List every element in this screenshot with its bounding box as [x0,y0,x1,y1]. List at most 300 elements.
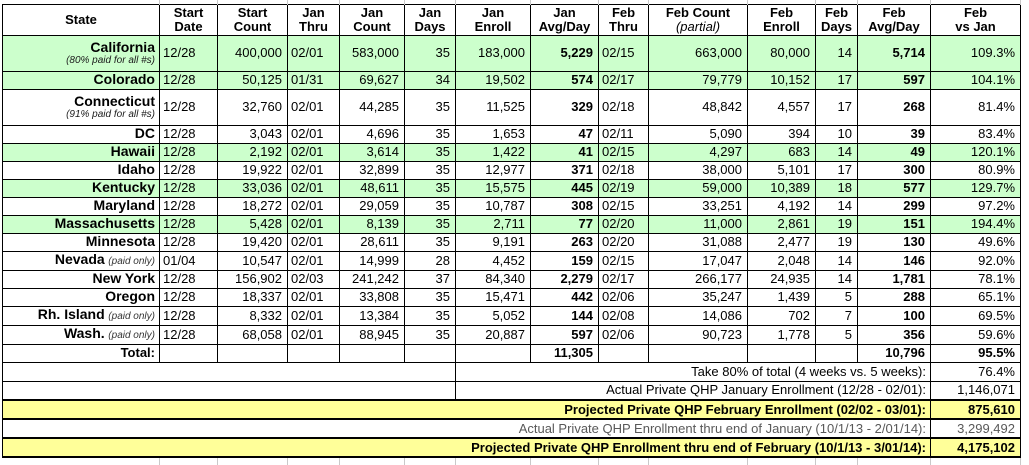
total-feb-count[interactable] [649,344,748,362]
summary-value[interactable]: 875,610 [931,400,1021,419]
cell-new-york-feb-thru[interactable]: 02/17 [599,270,649,288]
cell-colorado-feb-days[interactable]: 17 [816,71,858,89]
cell-nevada-jan-days[interactable]: 28 [405,251,456,270]
cell-dc-jan-enroll[interactable]: 1,653 [456,125,531,143]
cell-kentucky-jan-thru[interactable]: 02/01 [288,179,340,197]
cell-rh-island-jan-enroll[interactable]: 5,052 [456,306,531,325]
enrollment-table [2,0,1021,465]
total-jan-count[interactable] [340,344,405,362]
cell-dc-feb-count[interactable]: 5,090 [649,125,748,143]
cell-wash-feb-enroll[interactable]: 1,778 [748,325,816,344]
cell-idaho-jan-avg-day[interactable]: 371 [531,161,599,179]
cell-new-york-start-count[interactable]: 156,902 [218,270,288,288]
column-header-line2: Enroll [763,18,800,34]
state-cell-rh-island[interactable] [3,306,160,325]
cell-dc-jan-avg-day[interactable]: 47 [531,125,599,143]
cell-rh-island-jan-count[interactable]: 13,384 [340,306,405,325]
cell-massachusetts-feb-vs-jan[interactable]: 194.4% [931,215,1021,233]
cell-hawaii-jan-days[interactable]: 35 [405,143,456,161]
cell-massachusetts-feb-count[interactable]: 11,000 [649,215,748,233]
row-wash [3,325,1021,344]
state-cell-massachusetts[interactable] [3,215,160,233]
summary-value[interactable]: 76.4% [931,362,1021,381]
cell-new-york-jan-avg-day[interactable]: 2,279 [531,270,599,288]
cell-minnesota-feb-vs-jan[interactable]: 49.6% [931,233,1021,251]
cell-rh-island-feb-avg-day[interactable]: 100 [858,306,931,325]
cell-maryland-jan-avg-day[interactable]: 308 [531,197,599,215]
column-header-feb-days[interactable] [816,4,858,35]
column-header-line1: Jan [360,4,384,20]
column-header-feb-thru[interactable] [599,4,649,35]
cell-hawaii-jan-thru[interactable]: 02/01 [288,143,340,161]
cell-hawaii-start-date[interactable]: 12/28 [160,143,218,161]
column-header-jan-enroll[interactable] [456,4,531,35]
total-feb-thru[interactable] [599,344,649,362]
cell-maryland-jan-days[interactable]: 35 [405,197,456,215]
cell-wash-feb-days[interactable]: 5 [816,325,858,344]
cell-colorado-feb-count[interactable]: 79,779 [649,71,748,89]
cell-massachusetts-jan-days[interactable]: 35 [405,215,456,233]
cell-colorado-jan-enroll[interactable]: 19,502 [456,71,531,89]
state-cell-dc[interactable] [3,125,160,143]
cell-massachusetts-jan-thru[interactable]: 02/01 [288,215,340,233]
cell-maryland-feb-thru[interactable]: 02/15 [599,197,649,215]
cell-california-feb-avg-day[interactable]: 5,714 [858,35,931,71]
column-header-feb-avg-day[interactable] [858,4,931,35]
state-cell-maryland[interactable] [3,197,160,215]
column-header-line1: Feb Count [665,4,731,20]
cell-nevada-feb-days[interactable]: 14 [816,251,858,270]
cell-connecticut-feb-count[interactable]: 48,842 [649,89,748,125]
total-jan-enroll[interactable] [456,344,531,362]
cell-maryland-start-count[interactable]: 18,272 [218,197,288,215]
summary-label[interactable]: Actual Private QHP January Enrollment (12/28 - 02/01): [456,381,931,400]
cell-idaho-jan-enroll[interactable]: 12,977 [456,161,531,179]
cell-massachusetts-jan-avg-day[interactable]: 77 [531,215,599,233]
cell-kentucky-feb-enroll[interactable]: 10,389 [748,179,816,197]
total-feb-avg-day[interactable]: 10,796 [858,344,931,362]
cell-kentucky-jan-days[interactable]: 35 [405,179,456,197]
cell-minnesota-jan-enroll[interactable]: 9,191 [456,233,531,251]
state-cell-colorado[interactable] [3,71,160,89]
cell-dc-jan-count[interactable]: 4,696 [340,125,405,143]
cell-maryland-feb-days[interactable]: 14 [816,197,858,215]
state-cell-new-york[interactable] [3,270,160,288]
cell-nevada-feb-count[interactable]: 17,047 [649,251,748,270]
cell-massachusetts-feb-enroll[interactable]: 2,861 [748,215,816,233]
cell-rh-island-feb-count[interactable]: 14,086 [649,306,748,325]
cell-new-york-feb-vs-jan[interactable]: 78.1% [931,270,1021,288]
cell-oregon-feb-days[interactable]: 5 [816,288,858,306]
cell-colorado-jan-days[interactable]: 34 [405,71,456,89]
cell-rh-island-feb-enroll[interactable]: 702 [748,306,816,325]
column-header-jan-thru[interactable] [288,4,340,35]
total-start-count[interactable] [218,344,288,362]
column-header-line1: Jan [553,4,576,20]
cell-hawaii-feb-avg-day[interactable]: 49 [858,143,931,161]
cell-minnesota-jan-count[interactable]: 28,611 [340,233,405,251]
cell-connecticut-feb-thru[interactable]: 02/18 [599,89,649,125]
summary-value[interactable]: 3,299,492 [931,419,1021,438]
cell-maryland-jan-thru[interactable]: 02/01 [288,197,340,215]
summary-value[interactable]: 4,175,102 [931,438,1021,457]
summary-label[interactable]: Actual Private QHP Enrollment thru end of January (10/1/13 - 2/01/14): [3,419,931,438]
column-header-feb-count[interactable] [649,4,748,35]
cell-oregon-feb-count[interactable]: 35,247 [649,288,748,306]
state-name: Minnesota [85,233,155,249]
cell-idaho-start-date[interactable]: 12/28 [160,161,218,179]
summary-row-3 [3,400,1021,419]
column-header-line2: (partial) [675,18,721,34]
summary-label[interactable]: Projected Private QHP Enrollment thru end of February (10/1/13 - 3/01/14): [3,438,931,457]
cell-rh-island-jan-thru[interactable]: 02/01 [288,306,340,325]
summary-label[interactable]: Projected Private QHP February Enrollment (02/02 - 03/01): [3,400,931,419]
column-header-jan-days[interactable] [405,4,456,35]
cell-nevada-jan-avg-day[interactable]: 159 [531,251,599,270]
cell-maryland-feb-count[interactable]: 33,251 [649,197,748,215]
row-oregon [3,288,1021,306]
cell-minnesota-feb-count[interactable]: 31,088 [649,233,748,251]
cell-new-york-start-date[interactable]: 12/28 [160,270,218,288]
cell-hawaii-jan-enroll[interactable]: 1,422 [456,143,531,161]
cell-new-york-jan-thru[interactable]: 02/03 [288,270,340,288]
cell-california-feb-days[interactable]: 14 [816,35,858,71]
cell-kentucky-jan-count[interactable]: 48,611 [340,179,405,197]
cell-rh-island-start-count[interactable]: 8,332 [218,306,288,325]
cell-connecticut-start-count[interactable]: 32,760 [218,89,288,125]
column-header-line2: Thru [299,18,328,34]
cell-kentucky-feb-avg-day[interactable]: 577 [858,179,931,197]
cell-new-york-jan-count[interactable]: 241,242 [340,270,405,288]
cell-new-york-feb-enroll[interactable]: 24,935 [748,270,816,288]
cell-wash-jan-count[interactable]: 88,945 [340,325,405,344]
cell-dc-start-date[interactable]: 12/28 [160,125,218,143]
cell-colorado-start-date[interactable]: 12/28 [160,71,218,89]
cell-nevada-feb-avg-day[interactable]: 146 [858,251,931,270]
cell-wash-start-date[interactable]: 12/28 [160,325,218,344]
cell-oregon-feb-vs-jan[interactable]: 65.1% [931,288,1021,306]
cell-oregon-jan-enroll[interactable]: 15,471 [456,288,531,306]
column-header-line1: Feb [611,4,636,20]
cell-hawaii-feb-count[interactable]: 4,297 [649,143,748,161]
cell-nevada-start-count[interactable]: 10,547 [218,251,288,270]
column-header-line1: Jan [302,4,325,20]
cell-connecticut-feb-enroll[interactable]: 4,557 [748,89,816,125]
cell-colorado-jan-thru[interactable]: 01/31 [288,71,340,89]
cell-wash-jan-thru[interactable]: 02/01 [288,325,340,344]
cell-massachusetts-start-count[interactable]: 5,428 [218,215,288,233]
cell-colorado-feb-thru[interactable]: 02/17 [599,71,649,89]
state-cell-wash[interactable] [3,325,160,344]
cell-rh-island-feb-thru[interactable]: 02/08 [599,306,649,325]
column-header-start-date[interactable] [160,4,218,35]
cell-minnesota-jan-avg-day[interactable]: 263 [531,233,599,251]
column-header-line1: Start [173,4,204,20]
cell-maryland-feb-avg-day[interactable]: 299 [858,197,931,215]
cell-dc-feb-vs-jan[interactable]: 83.4% [931,125,1021,143]
column-header-jan-avg-day[interactable] [531,4,599,35]
row-maryland [3,197,1021,215]
cell-oregon-feb-enroll[interactable]: 1,439 [748,288,816,306]
column-header-line1: Feb [882,4,906,20]
cell-nevada-feb-thru[interactable]: 02/15 [599,251,649,270]
column-header-line1: State [65,11,97,27]
cell-new-york-feb-count[interactable]: 266,177 [649,270,748,288]
cell-wash-feb-avg-day[interactable]: 356 [858,325,931,344]
cell-kentucky-feb-count[interactable]: 59,000 [649,179,748,197]
state-cell-kentucky[interactable] [3,179,160,197]
cell-minnesota-feb-days[interactable]: 19 [816,233,858,251]
state-name: Wash. [63,325,105,341]
cell-oregon-start-date[interactable]: 12/28 [160,288,218,306]
cell-idaho-feb-avg-day[interactable]: 300 [858,161,931,179]
cell-kentucky-feb-thru[interactable]: 02/19 [599,179,649,197]
cell-wash-feb-thru[interactable]: 02/06 [599,325,649,344]
state-cell-connecticut[interactable] [3,89,160,125]
cell-hawaii-start-count[interactable]: 2,192 [218,143,288,161]
column-header-feb-enroll[interactable] [748,4,816,35]
cell-california-start-date[interactable]: 12/28 [160,35,218,71]
total-jan-thru[interactable] [288,344,340,362]
cell-connecticut-start-date[interactable]: 12/28 [160,89,218,125]
cell-dc-jan-days[interactable]: 35 [405,125,456,143]
column-header-line1: Jan [418,4,442,20]
column-header-start-count[interactable] [218,4,288,35]
column-header-line2: Days [820,18,853,34]
cell-massachusetts-feb-days[interactable]: 19 [816,215,858,233]
cell-california-jan-days[interactable]: 35 [405,35,456,71]
cell-hawaii-feb-thru[interactable]: 02/15 [599,143,649,161]
row-rh-island [3,306,1021,325]
cell-oregon-feb-avg-day[interactable]: 288 [858,288,931,306]
cell-dc-feb-avg-day[interactable]: 39 [858,125,931,143]
cell-massachusetts-feb-avg-day[interactable]: 151 [858,215,931,233]
cell-idaho-start-count[interactable]: 19,922 [218,161,288,179]
column-header-line2: Days [414,18,446,34]
summary-row-4 [3,419,1021,438]
cell-california-feb-vs-jan[interactable]: 109.3% [931,35,1021,71]
total-feb-enroll[interactable] [748,344,816,362]
cell-kentucky-jan-enroll[interactable]: 15,575 [456,179,531,197]
cell-nevada-feb-vs-jan[interactable]: 92.0% [931,251,1021,270]
column-header-jan-count[interactable] [340,4,405,35]
cell-nevada-start-date[interactable]: 01/04 [160,251,218,270]
cell-new-york-jan-enroll[interactable]: 84,340 [456,270,531,288]
column-header-line1: Jan [481,4,505,20]
cell-wash-jan-avg-day[interactable]: 597 [531,325,599,344]
cell-colorado-feb-enroll[interactable]: 10,152 [748,71,816,89]
state-cell-nevada[interactable] [3,251,160,270]
column-header-feb-vs-jan[interactable] [931,4,1021,35]
cell-connecticut-feb-avg-day[interactable]: 268 [858,89,931,125]
cell-minnesota-start-date[interactable]: 12/28 [160,233,218,251]
total-jan-days[interactable] [405,344,456,362]
column-header-line2: vs Jan [955,18,996,34]
cell-oregon-jan-thru[interactable]: 02/01 [288,288,340,306]
row-minnesota [3,233,1021,251]
cell-rh-island-start-date[interactable]: 12/28 [160,306,218,325]
cell-kentucky-start-count[interactable]: 33,036 [218,179,288,197]
row-total [3,344,1021,362]
state-name: Rh. Island [37,306,105,322]
cell-dc-jan-thru[interactable]: 02/01 [288,125,340,143]
cell-colorado-start-count[interactable]: 50,125 [218,71,288,89]
cell-nevada-feb-enroll[interactable]: 2,048 [748,251,816,270]
cell-dc-feb-thru[interactable]: 02/11 [599,125,649,143]
cell-idaho-feb-thru[interactable]: 02/18 [599,161,649,179]
cell-wash-start-count[interactable]: 68,058 [218,325,288,344]
cell-massachusetts-jan-count[interactable]: 8,139 [340,215,405,233]
cell-idaho-feb-days[interactable]: 17 [816,161,858,179]
state-cell-oregon[interactable] [3,288,160,306]
summary-row-2 [3,381,1021,400]
cell-nevada-jan-enroll[interactable]: 4,452 [456,251,531,270]
cell-california-jan-enroll[interactable]: 183,000 [456,35,531,71]
summary-label[interactable]: Take 80% of total (4 weeks vs. 5 weeks): [456,362,931,381]
state-name: Hawaii [110,143,155,159]
state-cell-minnesota[interactable] [3,233,160,251]
state-note: (paid only) [108,329,155,341]
cell-dc-feb-days[interactable]: 10 [816,125,858,143]
cell-maryland-jan-enroll[interactable]: 10,787 [456,197,531,215]
state-name: Nevada [54,251,105,267]
state-name: Oregon [105,288,155,304]
cell-california-feb-enroll[interactable]: 80,000 [748,35,816,71]
summary-row-1 [3,362,1021,381]
cell-maryland-feb-enroll[interactable]: 4,192 [748,197,816,215]
cell-idaho-jan-thru[interactable]: 02/01 [288,161,340,179]
cell-colorado-feb-avg-day[interactable]: 597 [858,71,931,89]
state-cell-california[interactable] [3,35,160,71]
state-cell-hawaii[interactable] [3,143,160,161]
cell-idaho-jan-days[interactable]: 35 [405,161,456,179]
cell-oregon-jan-days[interactable]: 35 [405,288,456,306]
cell-rh-island-jan-avg-day[interactable]: 144 [531,306,599,325]
cell-colorado-jan-avg-day[interactable]: 574 [531,71,599,89]
cell-new-york-feb-days[interactable]: 14 [816,270,858,288]
cell-idaho-jan-count[interactable]: 32,899 [340,161,405,179]
cell-rh-island-feb-vs-jan[interactable]: 69.5% [931,306,1021,325]
summary-row-5 [3,438,1021,457]
cell-dc-start-count[interactable]: 3,043 [218,125,288,143]
cell-minnesota-start-count[interactable]: 19,420 [218,233,288,251]
row-massachusetts [3,215,1021,233]
cell-nevada-jan-count[interactable]: 14,999 [340,251,405,270]
cell-wash-jan-enroll[interactable]: 20,887 [456,325,531,344]
cell-oregon-feb-thru[interactable]: 02/06 [599,288,649,306]
cell-nevada-jan-thru[interactable]: 02/01 [288,251,340,270]
cell-new-york-feb-avg-day[interactable]: 1,781 [858,270,931,288]
column-header-line2: Date [174,18,203,34]
cell-california-feb-count[interactable]: 663,000 [649,35,748,71]
cell-maryland-start-date[interactable]: 12/28 [160,197,218,215]
cell-massachusetts-start-date[interactable]: 12/28 [160,215,218,233]
state-name: DC [134,125,155,141]
column-header-line2: Count [353,18,391,34]
cell-connecticut-feb-days[interactable]: 17 [816,89,858,125]
cell-wash-feb-vs-jan[interactable]: 59.6% [931,325,1021,344]
summary-value[interactable]: 1,146,071 [931,381,1021,400]
header-row [3,4,1021,35]
cell-idaho-feb-enroll[interactable]: 5,101 [748,161,816,179]
cell-kentucky-start-date[interactable]: 12/28 [160,179,218,197]
total-jan-avg-day[interactable]: 11,305 [531,344,599,362]
summary-spacer [3,381,456,400]
cell-california-feb-thru[interactable]: 02/15 [599,35,649,71]
cell-maryland-feb-vs-jan[interactable]: 97.2% [931,197,1021,215]
cell-wash-feb-count[interactable]: 90,723 [649,325,748,344]
column-header-line1: Feb [963,4,988,20]
state-cell-idaho[interactable] [3,161,160,179]
column-header-state[interactable] [3,4,160,35]
cell-connecticut-jan-enroll[interactable]: 11,525 [456,89,531,125]
row-colorado [3,71,1021,89]
cell-idaho-feb-vs-jan[interactable]: 80.9% [931,161,1021,179]
cell-hawaii-jan-count[interactable]: 3,614 [340,143,405,161]
cell-new-york-jan-days[interactable]: 37 [405,270,456,288]
column-header-line1: Start [237,4,268,20]
cell-hawaii-jan-avg-day[interactable]: 41 [531,143,599,161]
cell-minnesota-jan-days[interactable]: 35 [405,233,456,251]
cell-minnesota-feb-avg-day[interactable]: 130 [858,233,931,251]
cell-rh-island-jan-days[interactable]: 35 [405,306,456,325]
cell-kentucky-feb-vs-jan[interactable]: 129.7% [931,179,1021,197]
cell-minnesota-jan-thru[interactable]: 02/01 [288,233,340,251]
cell-kentucky-feb-days[interactable]: 18 [816,179,858,197]
cell-minnesota-feb-thru[interactable]: 02/20 [599,233,649,251]
cell-massachusetts-feb-thru[interactable]: 02/20 [599,215,649,233]
column-header-line2: Thru [609,18,638,34]
cell-california-start-count[interactable]: 400,000 [218,35,288,71]
cell-rh-island-feb-days[interactable]: 7 [816,306,858,325]
state-name: Connecticut [74,93,155,109]
cell-oregon-jan-avg-day[interactable]: 442 [531,288,599,306]
state-name: New York [92,270,155,286]
cell-oregon-jan-count[interactable]: 33,808 [340,288,405,306]
cell-minnesota-feb-enroll[interactable]: 2,477 [748,233,816,251]
cell-california-jan-avg-day[interactable]: 5,229 [531,35,599,71]
total-feb-vs-jan[interactable]: 95.5% [931,344,1021,362]
cell-idaho-feb-count[interactable]: 38,000 [649,161,748,179]
cell-connecticut-feb-vs-jan[interactable]: 81.4% [931,89,1021,125]
cell-california-jan-thru[interactable]: 02/01 [288,35,340,71]
cell-massachusetts-jan-enroll[interactable]: 2,711 [456,215,531,233]
cell-maryland-jan-count[interactable]: 29,059 [340,197,405,215]
total-start-date[interactable] [160,344,218,362]
cell-colorado-feb-vs-jan[interactable]: 104.1% [931,71,1021,89]
state-note: (80% paid for all #s) [66,55,155,66]
cell-colorado-jan-count[interactable]: 69,627 [340,71,405,89]
total-label[interactable]: Total: [3,344,160,362]
cell-connecticut-jan-count[interactable]: 44,285 [340,89,405,125]
column-header-line2: Count [233,18,272,34]
cell-oregon-start-count[interactable]: 18,337 [218,288,288,306]
row-idaho [3,161,1021,179]
cell-kentucky-jan-avg-day[interactable]: 445 [531,179,599,197]
cell-hawaii-feb-vs-jan[interactable]: 120.1% [931,143,1021,161]
row-dc [3,125,1021,143]
total-feb-days[interactable] [816,344,858,362]
cell-wash-jan-days[interactable]: 35 [405,325,456,344]
cell-hawaii-feb-enroll[interactable]: 683 [748,143,816,161]
cell-california-jan-count[interactable]: 583,000 [340,35,405,71]
column-header-line2: Avg/Day [868,18,920,34]
cell-dc-feb-enroll[interactable]: 394 [748,125,816,143]
cell-connecticut-jan-days[interactable]: 35 [405,89,456,125]
cell-connecticut-jan-thru[interactable]: 02/01 [288,89,340,125]
cell-hawaii-feb-days[interactable]: 14 [816,143,858,161]
cell-connecticut-jan-avg-day[interactable]: 329 [531,89,599,125]
